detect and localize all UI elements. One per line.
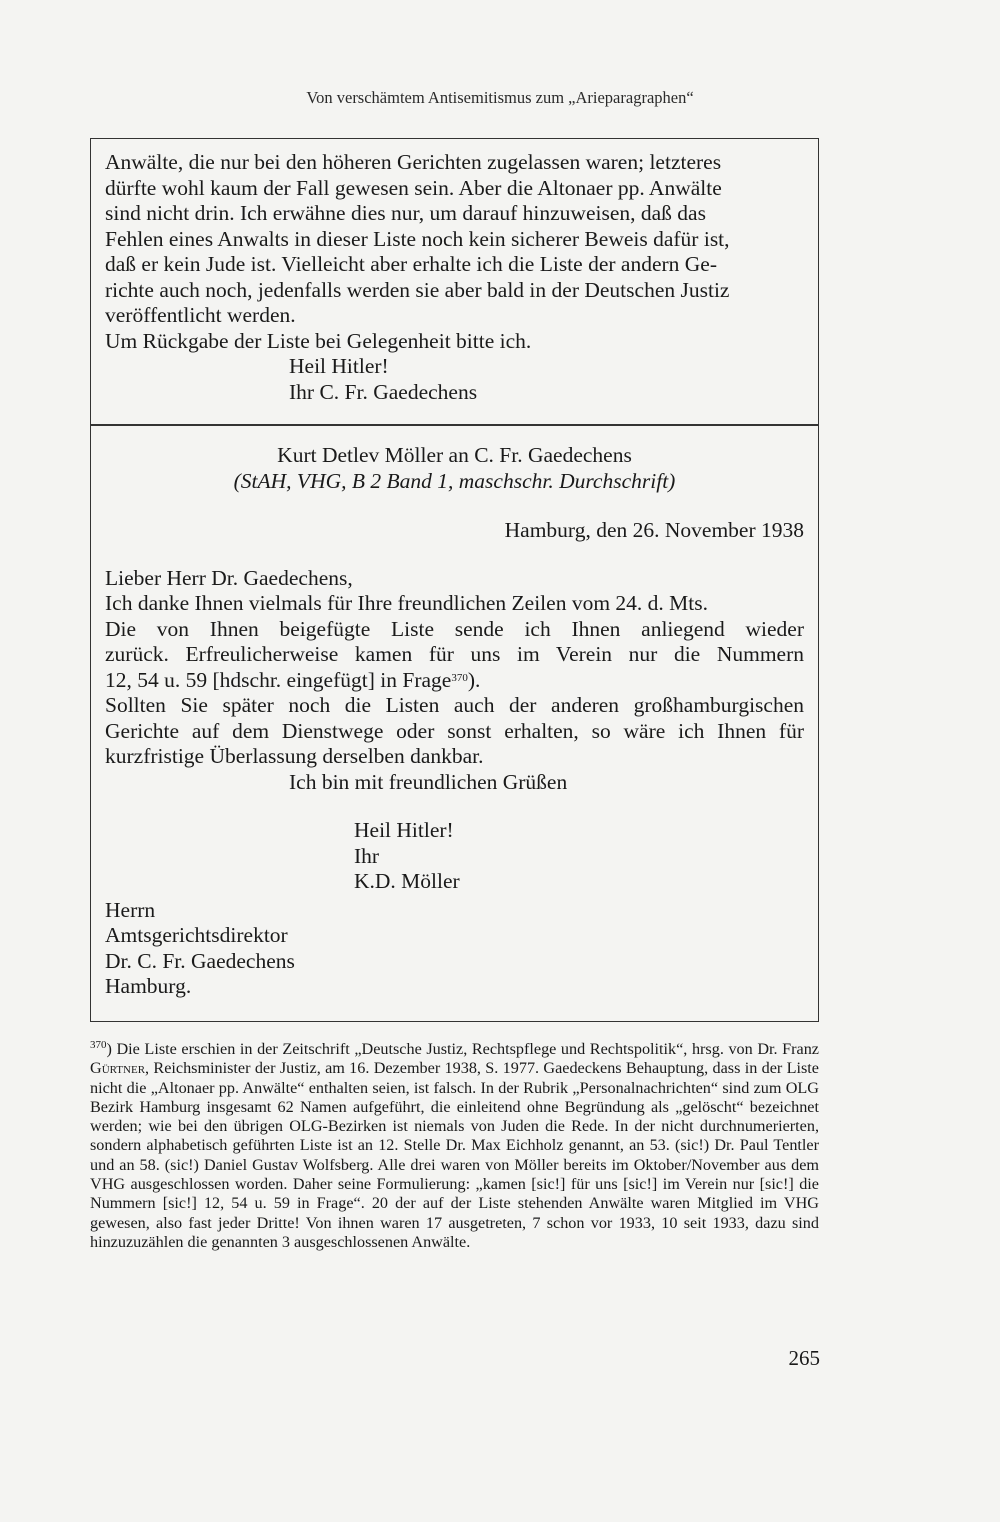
- letter2-line-text: 12, 54 u. 59 [hdschr. eingefügt] in Frage: [105, 667, 452, 692]
- footnote-number: 370: [90, 1039, 107, 1051]
- letter2-date: Hamburg, den 26. November 1938: [504, 518, 804, 542]
- letter1-line: sind nicht drin. Ich erwähne dies nur, um darauf hinzuweisen, daß das: [105, 201, 706, 225]
- letter2-ihr: Ihr: [354, 843, 380, 868]
- address-line: Herrn: [105, 897, 156, 922]
- letter1-line: veröffentlicht werden.: [105, 303, 296, 327]
- letter1-greeting: Heil Hitler!: [289, 354, 389, 378]
- letter2-line: Ich danke Ihnen vielmals für Ihre freundlichen Zeilen vom 24. d. Mts.: [105, 591, 709, 615]
- letter2-line: Sollten Sie später noch die Listen auch der anderen großhamburgischen: [105, 693, 804, 717]
- footnote-text: ) Die Liste erschien in der Zeitschrift „Deutsche Justiz, Rechtspflege und Rechtspolitik“, hrsg. von Dr. Franz: [106, 1040, 819, 1058]
- letter1-return-request: Um Rückgabe der Liste bei Gelegenheit bitte ich.: [105, 328, 532, 353]
- footnote-name: Gürtner: [90, 1059, 146, 1078]
- address-line: Dr. C. Fr. Gaedechens: [105, 948, 295, 973]
- letter1-line: dürfte wohl kaum der Fall gewesen sein. Aber die Altonaer pp. Anwälte: [105, 175, 722, 200]
- letter1-line: Fehlen eines Anwalts in dieser Liste noch kein sicherer Beweis dafür ist,: [105, 226, 730, 251]
- letter2-line-with-footnote: [105, 668, 804, 694]
- address-line: Hamburg.: [105, 974, 192, 998]
- letter2-line: zurück. Erfreulicherweise kamen für uns im Verein nur die Nummern: [105, 642, 804, 666]
- letter1-line: Anwälte, die nur bei den höheren Gerichten zugelassen waren; letzteres: [105, 150, 722, 174]
- letter2-box: [90, 424, 819, 1022]
- running-head: Von verschämtem Antisemitismus zum „Arieparagraphen“: [306, 88, 694, 107]
- letter2-line: Gerichte auf dem Dienstwege oder sonst erhalten, so wäre ich Ihnen für: [105, 718, 804, 743]
- letter2-salutation: Lieber Herr Dr. Gaedechens,: [105, 565, 353, 590]
- letter-excerpt-box: [90, 138, 819, 426]
- letter2-line: Die von Ihnen beigefügte Liste sende ich Ihnen anliegend wieder: [105, 616, 804, 641]
- letter1-signature: Ihr C. Fr. Gaedechens: [289, 379, 478, 404]
- letter2-line: kurzfristige Überlassung derselben dankbar.: [105, 744, 484, 768]
- letter2-signature: K.D. Möller: [354, 869, 460, 893]
- footnote: [90, 1040, 819, 1252]
- letter2-source: (StAH, VHG, B 2 Band 1, maschschr. Durchschrift): [233, 468, 676, 493]
- page-number: 265: [788, 1346, 820, 1370]
- letter2-line-end: ).: [467, 667, 481, 692]
- address-line: Amtsgerichtsdirektor: [105, 923, 288, 947]
- footnote-text: , Reichsminister der Justiz, am 16. Dezember 1938, S. 1977. Gaedeckens Behauptung, dass in der Liste nicht die „Altonaer pp. Anwälte“ enthalten seien, ist falsch. In der Rubrik „Personalnachrichten“ sind zum OLG Bezirk Hamburg insgesamt 62 Namen aufgeführt, die einleitend ohne Begründung als „gelöscht“ bezeichnet werden; wie bei den übrigen OLG-Bezirken ist niemals von Juden die Rede. In der nicht durchnumerierten, sondern alphabetisch geführten Liste ist an 12. Stelle Dr. Max Eichholz genannt, an 53. (sic!) Dr. Paul Tentler und an 58. (sic!) Daniel Gustav Wolfsberg. Alle drei waren von Möller bereits im Oktober/November aus dem VHG ausgeschlossen worden. Daher seine Formulierung: „kamen [sic!] für uns [sic!] im Verein nur [sic!] die Nummern [sic!] 12, 54 u. 59 in Frage“. 20 der auf der Liste stehenden Anwälte waren Mitglied im VHG gewesen, also fast jeder Dritte! Von ihnen waren 17 ausgetreten, 7 schon vor 1933, 10 seit 1933, dazu sind hinzuzuzählen die genannten 3 ausgeschlossenen Anwälte.: [90, 1059, 819, 1251]
- letter2-closing: Ich bin mit freundlichen Grüßen: [289, 769, 568, 794]
- letter1-line: daß er kein Jude ist. Vielleicht aber erhalte ich die Liste der andern Ge-: [105, 252, 718, 276]
- letter2-greeting: Heil Hitler!: [354, 818, 454, 842]
- letter2-heading: Kurt Detlev Möller an C. Fr. Gaedechens: [277, 443, 632, 467]
- letter1-line: richte auch noch, jedenfalls werden sie aber bald in der Deutschen Justiz: [105, 277, 730, 302]
- footnote-ref: 370: [451, 671, 468, 684]
